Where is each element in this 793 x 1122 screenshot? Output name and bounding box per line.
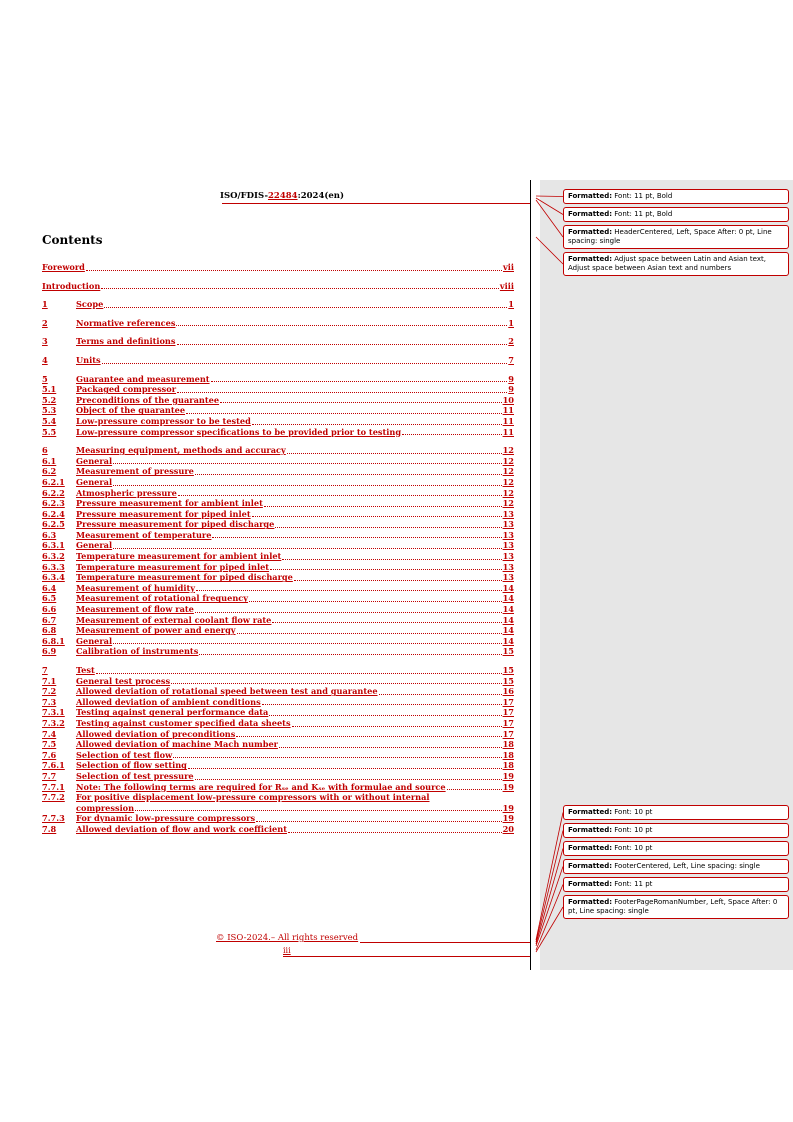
toc-dot-leader [212, 537, 501, 538]
toc-entry-title: Units [76, 354, 101, 365]
toc-entry-title: Pressure measurement for piped discharge [76, 519, 275, 530]
toc-entry-title: Testing against general performance data [76, 707, 269, 718]
toc-entry-title: Selection of test pressure [76, 770, 194, 781]
toc-entry-page: 19 [502, 813, 514, 824]
toc-entry[interactable] [42, 750, 514, 761]
toc-dot-leader [195, 612, 502, 613]
comment-text: FooterCentered, Left, Line spacing: single [612, 862, 760, 870]
toc-entry-page: 12 [502, 445, 514, 456]
toc-entry[interactable] [42, 593, 514, 604]
formatting-comment-balloon[interactable] [563, 189, 789, 204]
toc-entry-number: 2 [42, 317, 48, 328]
toc-entry-number: 6.2.2 [42, 487, 65, 498]
toc-dot-leader [177, 392, 507, 393]
toc-entry-number: 6.8.1 [42, 635, 65, 646]
toc-entry-page: 17 [502, 728, 514, 739]
toc-dot-leader [195, 474, 502, 475]
comment-text: Font: 10 pt [612, 808, 653, 816]
toc-entry-number: 5 [42, 373, 48, 384]
toc-dot-leader [236, 736, 501, 737]
formatting-comment-balloon[interactable] [563, 823, 789, 838]
toc-entry-title: Measurement of external coolant flow rate [76, 614, 272, 625]
toc-dot-leader [262, 704, 502, 705]
toc-entry-title: Pressure measurement for ambient inlet [76, 498, 263, 509]
toc-entry[interactable] [42, 299, 514, 310]
toc-dot-leader [275, 527, 501, 528]
toc-dot-leader [447, 789, 502, 790]
toc-entry-title: For dynamic low-pressure compressors [76, 813, 256, 824]
toc-entry[interactable] [42, 562, 514, 573]
toc-dot-leader [196, 590, 502, 591]
toc-entry-title: Selection of flow setting [76, 760, 187, 771]
toc-entry-title: Allowed deviation of machine Mach number [76, 739, 278, 750]
toc-dot-leader [292, 726, 502, 727]
toc-entry-title: Normative references [76, 317, 176, 328]
comment-text: Adjust space between Latin and Asian text, Adjust space between Asian text and numbers [568, 255, 766, 272]
toc-entry-page: 16 [502, 686, 514, 697]
toc-entry-title: Selection of test flow [76, 749, 173, 760]
toc-entry[interactable] [42, 615, 514, 626]
toc-entry-page: 14 [502, 604, 514, 615]
footer-copyright: © ISO-2024.– All rights reserved [216, 933, 359, 943]
toc-entry-page: 12 [502, 476, 514, 487]
comment-text: Font: 11 pt [612, 880, 653, 888]
comment-text: Font: 11 pt, Bold [612, 210, 673, 218]
toc-entry-number: 7.6.1 [42, 760, 65, 771]
toc-entry-title: For positive displacement low-pressure compressors with or without internal [76, 792, 430, 803]
toc-entry[interactable] [42, 318, 514, 329]
toc-entry-page: 20 [502, 823, 514, 834]
toc-entry-number: 6.7 [42, 614, 57, 625]
page-right-edge [530, 180, 531, 970]
toc-entry-number: Introduction [42, 280, 101, 291]
comment-label: Formatted: [568, 862, 613, 870]
toc-entry-page: 19 [502, 770, 514, 781]
toc-entry-number: 5.5 [42, 426, 57, 437]
toc-entry-title: Allowed deviation of flow and work coefficient [76, 823, 287, 834]
comment-text: Font: 10 pt [612, 826, 653, 834]
toc-entry-number: 7 [42, 665, 48, 675]
toc-entry-page: 18 [502, 760, 514, 771]
toc-dot-leader [220, 402, 502, 403]
toc-entry-title: Preconditions of the guarantee [76, 394, 220, 405]
toc-entry-title: Object of the guarantee [76, 405, 186, 416]
toc-entry-page: 9 [508, 384, 514, 395]
toc-dot-leader [186, 413, 502, 414]
toc-dot-leader [113, 485, 502, 486]
toc-dot-leader [402, 434, 501, 435]
toc-dot-leader [379, 694, 502, 695]
toc-entry[interactable] [42, 676, 514, 687]
toc-entry-number: 3 [42, 336, 48, 347]
toc-dot-leader [287, 453, 502, 454]
toc-dot-leader [173, 757, 501, 758]
toc-entry-page: 13 [502, 572, 514, 583]
toc-entry-number: 7.6 [42, 749, 57, 760]
toc-entry-number: 7.5 [42, 739, 57, 750]
toc-entry-page: 14 [502, 593, 514, 604]
toc-entry[interactable] [42, 374, 514, 385]
toc-entry[interactable] [42, 519, 514, 530]
toc-entry-number: 7.3.1 [42, 707, 65, 718]
toc-entry-title: Measurement of flow rate [76, 604, 194, 615]
toc-entry-number: 7.3.2 [42, 717, 65, 728]
toc-entry-number: 6.3.4 [42, 572, 65, 583]
toc-entry-number: 7.2 [42, 686, 57, 697]
toc-entry-page: 12 [502, 455, 514, 466]
formatting-comment-balloon[interactable] [563, 859, 789, 874]
contents-title: Contents [42, 233, 103, 247]
toc-entry[interactable] [42, 646, 514, 657]
toc-entry-title: Calibration of instruments [76, 646, 199, 657]
toc-dot-leader [135, 810, 501, 811]
toc-dot-leader [252, 424, 502, 425]
toc-entry-number: 6.3.3 [42, 561, 65, 572]
toc-entry[interactable] [42, 583, 514, 594]
formatting-comment-balloon[interactable] [563, 252, 789, 276]
comment-label: Formatted: [568, 808, 613, 816]
toc-entry[interactable] [42, 782, 514, 793]
toc-entry-title: Test [76, 665, 95, 675]
toc-entry-page: 17 [502, 696, 514, 707]
toc-dot-leader [264, 506, 502, 507]
toc-entry-number: 7.1 [42, 675, 57, 686]
toc-entry[interactable] [42, 739, 514, 750]
toc-entry-page: 17 [502, 707, 514, 718]
toc-entry[interactable] [42, 509, 514, 520]
toc-entry-number: 5.1 [42, 384, 57, 395]
toc-entry[interactable] [42, 262, 514, 273]
toc-entry-title: General [76, 455, 113, 466]
toc-entry-title: Testing against customer specified data sheets [76, 717, 291, 728]
toc-entry-page: 12 [502, 466, 514, 477]
toc-entry-number: 5.4 [42, 415, 57, 426]
toc-entry-number: 5.3 [42, 405, 57, 416]
toc-dot-leader [86, 270, 502, 271]
toc-entry-title: Low-pressure compressor to be tested [76, 415, 251, 426]
toc-entry-number: 6.3.1 [42, 540, 65, 551]
toc-dot-leader [178, 495, 502, 496]
toc-entry[interactable] [42, 813, 514, 824]
toc-entry-number: 6.2 [42, 466, 57, 477]
toc-entry-title: General test process [76, 675, 171, 686]
toc-entry-page: 1 [508, 317, 514, 328]
toc-entry[interactable] [42, 572, 514, 583]
toc-entry-title: General [76, 476, 113, 487]
footer-revision-line [360, 942, 530, 943]
toc-dot-leader [256, 821, 501, 822]
toc-entry-page: 10 [502, 394, 514, 405]
toc-entry-title: Measurement of humidity [76, 582, 196, 593]
toc-entry[interactable] [42, 718, 514, 729]
toc-entry-number: 7.4 [42, 728, 57, 739]
toc-entry-title: Temperature measurement for piped inlet [76, 561, 270, 572]
toc-entry-title: Atmospheric pressure [76, 487, 177, 498]
toc-entry[interactable] [42, 636, 514, 647]
toc-entry-page: 12 [502, 487, 514, 498]
toc-dot-leader [282, 559, 501, 560]
toc-entry-page: 14 [502, 635, 514, 646]
toc-entry-page: vii [503, 262, 514, 272]
header-prefix: ISO/FDIS- [220, 191, 268, 201]
comment-label: Formatted: [568, 898, 613, 906]
toc-entry-number: 6.2.1 [42, 476, 65, 487]
toc-entry-number: 6.5 [42, 593, 57, 604]
toc-entry-title: Allowed deviation of preconditions [76, 728, 236, 739]
toc-entry[interactable] [42, 803, 514, 814]
toc-entry-number: 7.8 [42, 823, 57, 834]
toc-entry-title: Allowed deviation of ambient conditions [76, 696, 261, 707]
toc-entry-number: 6.2.3 [42, 498, 65, 509]
toc-entry-number: 6.2.4 [42, 508, 65, 519]
toc-entry[interactable] [42, 384, 514, 395]
toc-entry-number: 6.4 [42, 582, 57, 593]
toc-entry-page: 15 [502, 646, 514, 657]
toc-entry-number: 7.7 [42, 770, 57, 781]
toc-entry-title: Measurement of temperature [76, 529, 212, 540]
toc-entry[interactable] [42, 445, 514, 456]
toc-entry[interactable] [42, 416, 514, 427]
toc-entry-page: 19 [502, 781, 514, 792]
formatting-comment-balloon[interactable] [563, 877, 789, 892]
formatting-comment-balloon[interactable] [563, 805, 789, 820]
toc-entry[interactable] [42, 477, 514, 488]
comment-label: Formatted: [568, 826, 613, 834]
toc-entry[interactable] [42, 530, 514, 541]
toc-entry-title: Scope [76, 299, 104, 310]
comment-text: HeaderCentered, Left, Space After: 0 pt, Line spacing: single [568, 228, 772, 245]
toc-entry-number: 6.6 [42, 604, 57, 615]
formatting-comment-balloon[interactable] [563, 895, 789, 919]
toc-entry[interactable] [42, 792, 514, 803]
toc-entry-title: Allowed deviation of rotational speed between test and guarantee [76, 686, 378, 697]
toc-dot-leader [113, 643, 502, 644]
toc-entry[interactable] [42, 336, 514, 347]
toc-entry-page: 11 [502, 426, 514, 437]
toc-entry-page: 2 [508, 336, 514, 347]
comment-label: Formatted: [568, 228, 613, 236]
toc-entry-number: 1 [42, 299, 48, 310]
toc-entry-title: Measurement of pressure [76, 466, 194, 477]
toc-dot-leader [269, 715, 501, 716]
toc-entry[interactable] [42, 540, 514, 551]
toc-entry-title: Packaged compressor [76, 384, 177, 395]
toc-entry-page: viii [499, 280, 514, 291]
toc-entry-page: 14 [502, 582, 514, 593]
toc-entry-title: compression [76, 802, 135, 813]
toc-dot-leader [288, 832, 502, 833]
header-inserted-text: 22484 [267, 191, 298, 201]
toc-entry[interactable] [42, 405, 514, 416]
toc-entry[interactable] [42, 466, 514, 477]
toc-entry[interactable] [42, 771, 514, 782]
toc-entry-page: 12 [502, 498, 514, 509]
toc-entry-number: 4 [42, 354, 48, 365]
formatting-comment-balloon[interactable] [563, 207, 789, 222]
toc-entry-number: 6.1 [42, 455, 57, 466]
toc-entry-title: Terms and definitions [76, 336, 176, 347]
toc-entry-number: 5.2 [42, 394, 57, 405]
toc-entry-page: 9 [508, 373, 514, 384]
toc-entry[interactable] [42, 355, 514, 366]
toc-entry[interactable] [42, 697, 514, 708]
toc-entry-title: Note: The following terms are required for Rₛₑ and Kₛₑ with formulae and source [76, 781, 446, 792]
toc-entry[interactable] [42, 729, 514, 740]
formatting-comment-balloon[interactable] [563, 225, 789, 249]
toc-entry-page: 11 [502, 405, 514, 416]
toc-dot-leader [113, 463, 502, 464]
comment-label: Formatted: [568, 210, 613, 218]
toc-entry-number: 6.2.5 [42, 519, 65, 530]
comment-label: Formatted: [568, 844, 613, 852]
header-revision-line [222, 203, 530, 204]
header-suffix: :2024(en) [297, 191, 344, 201]
toc-entry-number: 7.3 [42, 696, 57, 707]
toc-entry[interactable] [42, 625, 514, 636]
toc-dot-leader [252, 516, 502, 517]
toc-entry-title: Guarantee and measurement [76, 373, 210, 384]
toc-entry-page: 14 [502, 625, 514, 636]
toc-dot-leader [211, 381, 508, 382]
toc-entry-title: General [76, 635, 113, 646]
toc-entry[interactable] [42, 498, 514, 509]
toc-entry-title: General [76, 540, 113, 551]
toc-entry-page: 13 [502, 508, 514, 519]
toc-entry-page: 7 [508, 354, 514, 365]
toc-entry-page: 11 [502, 415, 514, 426]
footer-page-revision-line [283, 956, 530, 957]
toc-entry-title: Low-pressure compressor specifications to be provided prior to testing [76, 426, 402, 437]
toc-dot-leader [101, 288, 499, 289]
toc-entry[interactable] [42, 456, 514, 467]
toc-entry-page: 13 [502, 519, 514, 530]
toc-entry-number: 6.3.2 [42, 551, 65, 562]
toc-dot-leader [249, 601, 502, 602]
toc-dot-leader [195, 779, 502, 780]
toc-dot-leader [199, 654, 501, 655]
toc-entry-page: 17 [502, 717, 514, 728]
toc-entry[interactable] [42, 686, 514, 697]
toc-entry-page: 15 [502, 675, 514, 686]
toc-entry-number: 6.9 [42, 646, 57, 657]
toc-entry[interactable] [42, 551, 514, 562]
toc-dot-leader [177, 344, 508, 345]
toc-entry-page: 13 [502, 561, 514, 572]
toc-entry-page: 18 [502, 749, 514, 760]
toc-dot-leader [96, 673, 502, 674]
toc-dot-leader [270, 569, 502, 570]
toc-entry-title: Pressure measurement for piped inlet [76, 508, 251, 519]
comment-label: Formatted: [568, 255, 613, 263]
toc-entry-number: 6 [42, 445, 48, 456]
toc-entry-title: Measurement of power and energy [76, 625, 236, 636]
table-of-contents [42, 262, 514, 835]
toc-dot-leader [102, 363, 508, 364]
toc-dot-leader [188, 768, 502, 769]
toc-entry[interactable] [42, 488, 514, 499]
running-header [220, 191, 344, 201]
toc-entry-number: 6.3 [42, 529, 57, 540]
toc-dot-leader [176, 325, 507, 326]
toc-entry[interactable] [42, 760, 514, 771]
toc-entry[interactable] [42, 665, 514, 676]
toc-entry[interactable] [42, 824, 514, 835]
toc-entry-number: 7.7.1 [42, 781, 65, 792]
toc-entry[interactable] [42, 707, 514, 718]
comment-text: FooterPageRomanNumber, Left, Space After: 0 pt, Line spacing: single [568, 898, 778, 915]
toc-dot-leader [237, 633, 502, 634]
comment-text: Font: 11 pt, Bold [612, 192, 673, 200]
formatting-comment-balloon[interactable] [563, 841, 789, 856]
toc-dot-leader [113, 548, 502, 549]
toc-entry-number: 6.8 [42, 625, 57, 636]
toc-entry-number: 7.7.3 [42, 813, 65, 824]
toc-entry-page: 14 [502, 614, 514, 625]
toc-entry-page: 1 [508, 299, 514, 310]
toc-entry-number: Foreword [42, 262, 85, 272]
toc-entry-page: 13 [502, 551, 514, 562]
toc-entry-page: 13 [502, 529, 514, 540]
comment-label: Formatted: [568, 192, 613, 200]
toc-dot-leader [279, 747, 502, 748]
toc-dot-leader [104, 307, 507, 308]
toc-entry-number: 7.7.2 [42, 792, 65, 803]
toc-entry-page: 18 [502, 739, 514, 750]
toc-entry-title: Temperature measurement for ambient inlet [76, 551, 282, 562]
toc-entry[interactable] [42, 604, 514, 615]
toc-entry[interactable] [42, 427, 514, 438]
toc-entry-title: Measurement of rotational frequency [76, 593, 249, 604]
toc-entry-page: 19 [502, 802, 514, 813]
comment-text: Font: 10 pt [612, 844, 653, 852]
toc-entry-title: Measuring equipment, methods and accuracy [76, 445, 286, 456]
toc-dot-leader [171, 683, 502, 684]
comment-label: Formatted: [568, 880, 613, 888]
toc-entry[interactable] [42, 395, 514, 406]
footer-page-number: iii [283, 946, 291, 955]
toc-dot-leader [294, 580, 502, 581]
toc-entry-page: 13 [502, 540, 514, 551]
toc-entry-title: Temperature measurement for piped discharge [76, 572, 293, 583]
toc-dot-leader [272, 622, 501, 623]
toc-entry[interactable] [42, 281, 514, 292]
toc-entry-page: 15 [502, 665, 514, 675]
